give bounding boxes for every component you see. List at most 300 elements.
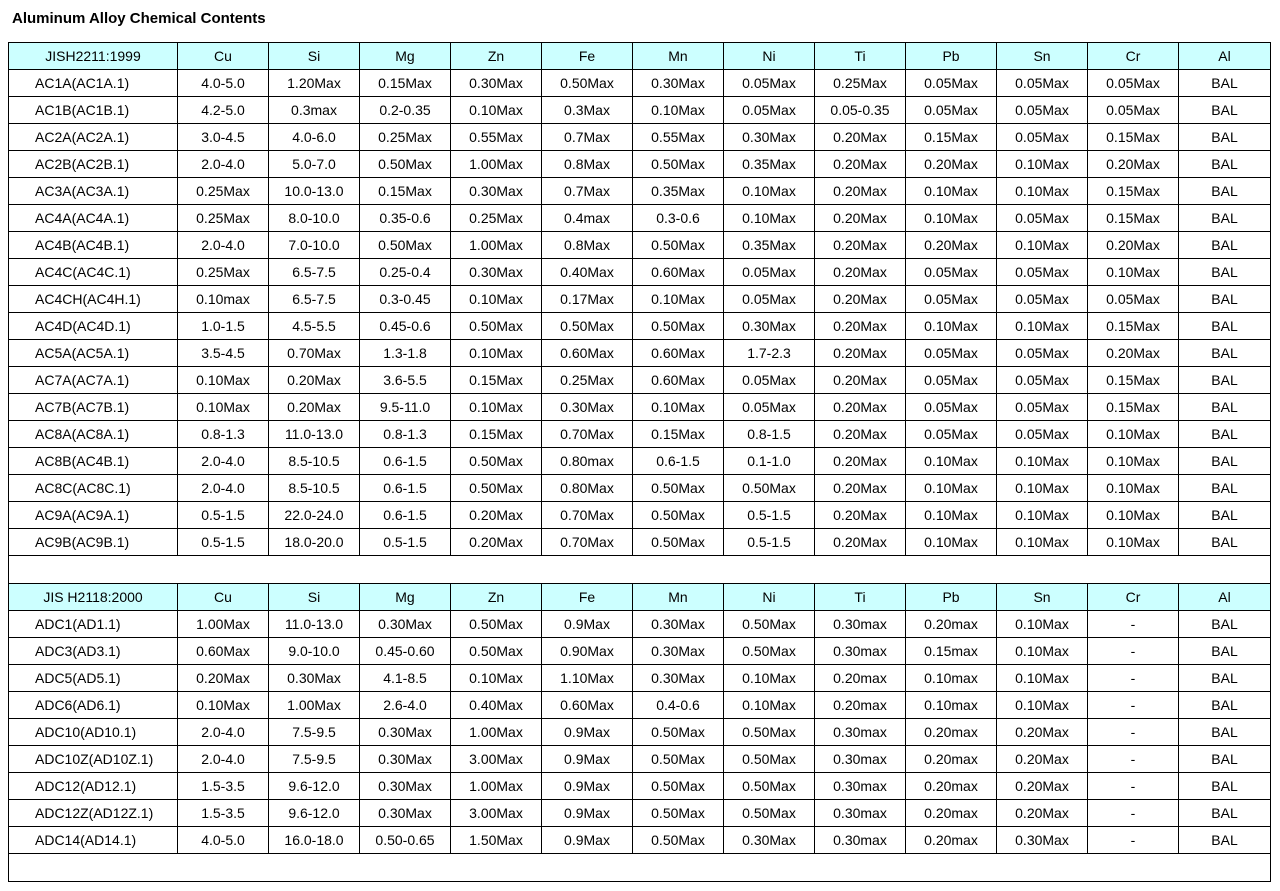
composition-cell: 0.10Max	[997, 232, 1088, 259]
composition-cell: 0.30max	[815, 773, 906, 800]
composition-cell: 0.10Max	[451, 97, 542, 124]
composition-cell: 0.20Max	[997, 800, 1088, 827]
composition-cell: 0.9Max	[542, 719, 633, 746]
composition-cell: 0.20Max	[815, 448, 906, 475]
composition-cell: 0.30max	[815, 719, 906, 746]
composition-cell: 0.10Max	[633, 97, 724, 124]
composition-cell: 9.5-11.0	[360, 394, 451, 421]
element-header: Mg	[360, 584, 451, 611]
page-title: Aluminum Alloy Chemical Contents	[12, 10, 266, 27]
composition-cell: 10.0-13.0	[269, 178, 360, 205]
composition-cell: BAL	[1179, 529, 1271, 556]
composition-cell: 0.50Max	[451, 611, 542, 638]
composition-cell: 0.60Max	[633, 259, 724, 286]
composition-cell: 2.0-4.0	[178, 232, 269, 259]
composition-cell: 2.6-4.0	[360, 692, 451, 719]
composition-cell: 0.20Max	[178, 665, 269, 692]
composition-cell: 0.05Max	[997, 421, 1088, 448]
composition-cell: 1.00Max	[451, 151, 542, 178]
composition-cell: 0.50Max	[633, 827, 724, 854]
composition-cell: 0.35-0.6	[360, 205, 451, 232]
composition-cell: 0.9Max	[542, 746, 633, 773]
composition-cell: 0.10Max	[997, 502, 1088, 529]
composition-cell: 0.55Max	[633, 124, 724, 151]
composition-cell: BAL	[1179, 638, 1271, 665]
composition-cell: 0.50Max	[724, 773, 815, 800]
composition-cell: 0.05Max	[1088, 286, 1179, 313]
composition-cell: 0.20max	[815, 665, 906, 692]
composition-cell: 0.45-0.6	[360, 313, 451, 340]
composition-cell: 0.10Max	[997, 448, 1088, 475]
composition-cell: 0.25Max	[542, 367, 633, 394]
composition-cell: 0.70Max	[542, 529, 633, 556]
composition-cell: 0.10Max	[906, 529, 997, 556]
composition-cell: 0.05Max	[724, 70, 815, 97]
alloy-grade-cell: AC4D(AC4D.1)	[9, 313, 178, 340]
composition-cell: BAL	[1179, 232, 1271, 259]
table-row	[9, 827, 1271, 854]
composition-cell: 0.50Max	[724, 719, 815, 746]
composition-cell: 0.10Max	[178, 367, 269, 394]
composition-cell: 0.50Max	[633, 746, 724, 773]
composition-cell: 0.05Max	[724, 259, 815, 286]
composition-cell: 0.50Max	[724, 611, 815, 638]
composition-cell: 0.4-0.6	[633, 692, 724, 719]
table-row	[9, 313, 1271, 340]
composition-cell: 0.20Max	[1088, 340, 1179, 367]
table-row	[9, 638, 1271, 665]
composition-cell: 0.20Max	[815, 232, 906, 259]
composition-cell: 0.10Max	[997, 638, 1088, 665]
composition-cell: 4.0-5.0	[178, 70, 269, 97]
table-row	[9, 611, 1271, 638]
composition-cell: 0.50Max	[633, 800, 724, 827]
standard-header: JIS H2118:2000	[9, 584, 178, 611]
alloy-grade-cell: AC4CH(AC4H.1)	[9, 286, 178, 313]
composition-cell: 0.20Max	[815, 151, 906, 178]
alloy-grade-cell: AC8B(AC4B.1)	[9, 448, 178, 475]
header-row	[9, 584, 1271, 611]
composition-cell: 0.05Max	[997, 97, 1088, 124]
element-header: Al	[1179, 584, 1271, 611]
element-header: Si	[269, 584, 360, 611]
composition-cell: 0.05Max	[724, 286, 815, 313]
composition-cell: 0.5-1.5	[360, 529, 451, 556]
composition-cell: 0.40Max	[451, 692, 542, 719]
composition-cell: 0.80Max	[542, 475, 633, 502]
composition-cell: 0.6-1.5	[360, 448, 451, 475]
composition-cell: 0.15Max	[451, 421, 542, 448]
composition-cell: 0.20Max	[815, 124, 906, 151]
composition-cell: 0.20max	[906, 746, 997, 773]
composition-cell: 0.20max	[906, 827, 997, 854]
composition-cell: 0.8-1.5	[724, 421, 815, 448]
composition-cell: 0.20max	[906, 719, 997, 746]
table-row	[9, 502, 1271, 529]
composition-cell: 0.9Max	[542, 827, 633, 854]
alloy-grade-cell: ADC14(AD14.1)	[9, 827, 178, 854]
alloy-grade-cell: ADC10(AD10.1)	[9, 719, 178, 746]
composition-cell: 3.00Max	[451, 800, 542, 827]
composition-cell: 0.17Max	[542, 286, 633, 313]
composition-cell: 6.5-7.5	[269, 286, 360, 313]
composition-cell: 0.90Max	[542, 638, 633, 665]
composition-cell: 0.05Max	[906, 340, 997, 367]
composition-cell: 0.05Max	[997, 394, 1088, 421]
composition-cell: BAL	[1179, 475, 1271, 502]
composition-cell: 0.50Max	[360, 232, 451, 259]
composition-cell: 0.8Max	[542, 232, 633, 259]
composition-cell: 0.30Max	[451, 259, 542, 286]
alloy-grade-cell: ADC3(AD3.1)	[9, 638, 178, 665]
composition-cell: 18.0-20.0	[269, 529, 360, 556]
composition-cell: 0.30Max	[451, 70, 542, 97]
element-header: Mn	[633, 584, 724, 611]
composition-cell: 0.25Max	[451, 205, 542, 232]
composition-cell: 0.10Max	[997, 313, 1088, 340]
composition-cell: 0.10Max	[724, 692, 815, 719]
composition-cell: 0.15Max	[1088, 313, 1179, 340]
composition-cell: 0.20Max	[1088, 151, 1179, 178]
alloy-grade-cell: AC4B(AC4B.1)	[9, 232, 178, 259]
alloy-grade-cell: AC8C(AC8C.1)	[9, 475, 178, 502]
composition-cell: 1.7-2.3	[724, 340, 815, 367]
composition-cell: 0.25Max	[178, 178, 269, 205]
composition-cell: 0.5-1.5	[724, 529, 815, 556]
composition-cell: 0.70Max	[542, 502, 633, 529]
composition-cell: 0.20Max	[815, 313, 906, 340]
composition-cell: 1.10Max	[542, 665, 633, 692]
table-row	[9, 800, 1271, 827]
composition-cell: 0.50Max	[451, 313, 542, 340]
composition-cell: 22.0-24.0	[269, 502, 360, 529]
composition-cell: 0.6-1.5	[360, 475, 451, 502]
composition-cell: 0.20Max	[815, 178, 906, 205]
composition-cell: 0.15Max	[360, 70, 451, 97]
alloy-grade-cell: AC3A(AC3A.1)	[9, 178, 178, 205]
element-header: Cu	[178, 43, 269, 70]
composition-cell: 0.05Max	[997, 367, 1088, 394]
composition-cell: -	[1088, 611, 1179, 638]
alloy-grade-cell: AC4A(AC4A.1)	[9, 205, 178, 232]
composition-cell: 0.10max	[178, 286, 269, 313]
alloy-grade-cell: ADC10Z(AD10Z.1)	[9, 746, 178, 773]
composition-cell: 0.20Max	[815, 205, 906, 232]
composition-cell: 0.10Max	[906, 475, 997, 502]
composition-cell: 0.15Max	[1088, 367, 1179, 394]
composition-cell: 0.10Max	[997, 475, 1088, 502]
composition-cell: BAL	[1179, 692, 1271, 719]
composition-cell: 7.5-9.5	[269, 746, 360, 773]
composition-cell: 0.10Max	[451, 394, 542, 421]
composition-cell: 0.20Max	[906, 151, 997, 178]
composition-cell: 0.30Max	[360, 773, 451, 800]
composition-cell: 0.50Max	[633, 719, 724, 746]
table-row	[9, 367, 1271, 394]
composition-cell: 0.30Max	[542, 394, 633, 421]
composition-cell: 0.05Max	[1088, 70, 1179, 97]
composition-cell: 0.7Max	[542, 178, 633, 205]
element-header: Fe	[542, 584, 633, 611]
composition-cell: 0.30Max	[633, 611, 724, 638]
composition-cell: 0.05Max	[906, 394, 997, 421]
composition-cell: 0.9Max	[542, 773, 633, 800]
element-header: Ti	[815, 584, 906, 611]
composition-cell: 1.50Max	[451, 827, 542, 854]
composition-cell: 0.35Max	[633, 178, 724, 205]
composition-cell: 0.60Max	[633, 340, 724, 367]
composition-cell: 0.10Max	[997, 611, 1088, 638]
composition-cell: 0.60Max	[542, 692, 633, 719]
composition-cell: 0.50Max	[633, 773, 724, 800]
composition-cell: -	[1088, 719, 1179, 746]
composition-cell: BAL	[1179, 394, 1271, 421]
composition-cell: 0.50Max	[451, 638, 542, 665]
composition-cell: 0.10max	[906, 692, 997, 719]
alloy-grade-cell: AC1A(AC1A.1)	[9, 70, 178, 97]
composition-cell: 0.05Max	[997, 259, 1088, 286]
composition-cell: 0.10Max	[1088, 502, 1179, 529]
composition-cell: 0.3-0.6	[633, 205, 724, 232]
composition-cell: BAL	[1179, 151, 1271, 178]
composition-cell: 0.05Max	[997, 70, 1088, 97]
composition-cell: 0.50Max	[633, 313, 724, 340]
composition-cell: 0.70Max	[542, 421, 633, 448]
table-row	[9, 746, 1271, 773]
composition-cell: BAL	[1179, 286, 1271, 313]
composition-cell: 8.0-10.0	[269, 205, 360, 232]
composition-cell: 0.30Max	[360, 719, 451, 746]
table-row	[9, 448, 1271, 475]
composition-cell: 4.5-5.5	[269, 313, 360, 340]
element-header: Mn	[633, 43, 724, 70]
composition-cell: 1.0-1.5	[178, 313, 269, 340]
composition-cell: 0.30Max	[269, 665, 360, 692]
composition-cell: 0.8-1.3	[360, 421, 451, 448]
composition-cell: 0.20Max	[997, 719, 1088, 746]
composition-cell: 0.20Max	[1088, 232, 1179, 259]
element-header: Ni	[724, 584, 815, 611]
composition-cell: -	[1088, 692, 1179, 719]
table-row	[9, 475, 1271, 502]
composition-cell: BAL	[1179, 719, 1271, 746]
composition-cell: 1.3-1.8	[360, 340, 451, 367]
composition-cell: 0.10max	[906, 665, 997, 692]
composition-cell: 0.20Max	[451, 529, 542, 556]
composition-cell: 0.1-1.0	[724, 448, 815, 475]
alloy-grade-cell: AC9B(AC9B.1)	[9, 529, 178, 556]
composition-cell: 0.5-1.5	[178, 502, 269, 529]
composition-cell: BAL	[1179, 205, 1271, 232]
composition-cell: 0.3-0.45	[360, 286, 451, 313]
composition-cell: 0.20Max	[451, 502, 542, 529]
composition-cell: -	[1088, 800, 1179, 827]
composition-cell: 0.15max	[906, 638, 997, 665]
composition-cell: 0.20Max	[269, 394, 360, 421]
composition-cell: 0.25Max	[178, 259, 269, 286]
composition-cell: 0.50Max	[633, 502, 724, 529]
composition-cell: BAL	[1179, 827, 1271, 854]
composition-cell: 0.60Max	[178, 638, 269, 665]
composition-cell: 0.10Max	[178, 692, 269, 719]
element-header: Pb	[906, 584, 997, 611]
alloy-grade-cell: AC1B(AC1B.1)	[9, 97, 178, 124]
composition-cell: 0.25Max	[360, 124, 451, 151]
composition-cell: 2.0-4.0	[178, 475, 269, 502]
standard-header: JISH2211:1999	[9, 43, 178, 70]
composition-cell: 0.10Max	[1088, 421, 1179, 448]
composition-cell: 0.50Max	[724, 800, 815, 827]
composition-cell: 9.6-12.0	[269, 773, 360, 800]
composition-cell: BAL	[1179, 124, 1271, 151]
composition-cell: 0.4max	[542, 205, 633, 232]
element-header: Ti	[815, 43, 906, 70]
composition-cell: 0.55Max	[451, 124, 542, 151]
composition-cell: 0.10Max	[997, 529, 1088, 556]
composition-cell: 0.20max	[906, 800, 997, 827]
composition-cell: 0.20Max	[815, 529, 906, 556]
composition-cell: 9.0-10.0	[269, 638, 360, 665]
composition-cell: 0.10Max	[997, 692, 1088, 719]
alloy-grade-cell: ADC12(AD12.1)	[9, 773, 178, 800]
table-row	[9, 529, 1271, 556]
composition-cell: BAL	[1179, 773, 1271, 800]
alloy-grade-cell: AC7B(AC7B.1)	[9, 394, 178, 421]
composition-cell: 4.2-5.0	[178, 97, 269, 124]
composition-cell: 0.05Max	[906, 367, 997, 394]
table-row	[9, 70, 1271, 97]
alloy-grade-cell: AC9A(AC9A.1)	[9, 502, 178, 529]
composition-cell: 0.20Max	[815, 421, 906, 448]
composition-cell: 3.5-4.5	[178, 340, 269, 367]
composition-cell: BAL	[1179, 746, 1271, 773]
table-row	[9, 124, 1271, 151]
composition-cell: 0.10Max	[997, 178, 1088, 205]
table-row	[9, 286, 1271, 313]
composition-cell: 0.20Max	[815, 394, 906, 421]
alloy-grade-cell: ADC1(AD1.1)	[9, 611, 178, 638]
composition-cell: 0.50Max	[633, 529, 724, 556]
composition-cell: BAL	[1179, 178, 1271, 205]
composition-cell: 0.15Max	[1088, 205, 1179, 232]
composition-cell: 0.20Max	[815, 475, 906, 502]
element-header: Zn	[451, 584, 542, 611]
table-row	[9, 421, 1271, 448]
composition-cell: 0.3max	[269, 97, 360, 124]
table-row	[9, 151, 1271, 178]
composition-cell: 0.10Max	[906, 448, 997, 475]
composition-cell: 0.25-0.4	[360, 259, 451, 286]
composition-cell: -	[1088, 665, 1179, 692]
composition-cell: 0.50Max	[724, 746, 815, 773]
composition-cell: 0.20Max	[906, 232, 997, 259]
composition-cell: 0.50Max	[633, 232, 724, 259]
composition-cell: BAL	[1179, 502, 1271, 529]
composition-cell: 0.05Max	[906, 421, 997, 448]
composition-cell: 0.05Max	[724, 394, 815, 421]
composition-cell: 0.2-0.35	[360, 97, 451, 124]
element-header: Pb	[906, 43, 997, 70]
element-header: Mg	[360, 43, 451, 70]
alloy-composition-table	[8, 42, 1271, 882]
table-row	[9, 259, 1271, 286]
table-row	[9, 719, 1271, 746]
composition-cell: 0.50Max	[451, 475, 542, 502]
element-header: Zn	[451, 43, 542, 70]
composition-cell: 0.30Max	[724, 827, 815, 854]
composition-cell: 0.50Max	[542, 70, 633, 97]
table-row	[9, 205, 1271, 232]
composition-cell: 0.60Max	[633, 367, 724, 394]
element-header: Fe	[542, 43, 633, 70]
composition-cell: 0.15Max	[1088, 394, 1179, 421]
composition-cell: 0.30max	[815, 746, 906, 773]
alloy-grade-cell: AC8A(AC8A.1)	[9, 421, 178, 448]
composition-cell: 0.05Max	[724, 97, 815, 124]
composition-cell: 11.0-13.0	[269, 421, 360, 448]
composition-cell: 0.30max	[815, 611, 906, 638]
composition-cell: 0.30max	[815, 800, 906, 827]
composition-cell: 16.0-18.0	[269, 827, 360, 854]
composition-cell: 7.0-10.0	[269, 232, 360, 259]
composition-cell: 0.05Max	[906, 286, 997, 313]
composition-cell: 0.50Max	[451, 448, 542, 475]
composition-cell: 3.0-4.5	[178, 124, 269, 151]
spacer-cell	[9, 556, 1271, 584]
composition-cell: 0.10Max	[906, 205, 997, 232]
composition-cell: 0.20max	[906, 773, 997, 800]
composition-cell: BAL	[1179, 313, 1271, 340]
composition-cell: BAL	[1179, 665, 1271, 692]
composition-cell: 1.00Max	[451, 773, 542, 800]
alloy-grade-cell: ADC5(AD5.1)	[9, 665, 178, 692]
composition-cell: -	[1088, 638, 1179, 665]
spacer-cell	[9, 854, 1271, 882]
table-row	[9, 232, 1271, 259]
composition-cell: BAL	[1179, 97, 1271, 124]
composition-cell: 0.15Max	[1088, 124, 1179, 151]
composition-cell: 7.5-9.5	[269, 719, 360, 746]
composition-cell: 0.10Max	[724, 665, 815, 692]
element-header: Sn	[997, 43, 1088, 70]
composition-cell: 8.5-10.5	[269, 475, 360, 502]
composition-cell: 0.05Max	[997, 124, 1088, 151]
composition-cell: 0.45-0.60	[360, 638, 451, 665]
alloy-grade-cell: ADC12Z(AD12Z.1)	[9, 800, 178, 827]
composition-cell: 0.30max	[815, 827, 906, 854]
composition-cell: 2.0-4.0	[178, 746, 269, 773]
table-row	[9, 394, 1271, 421]
composition-cell: 0.30Max	[633, 70, 724, 97]
composition-cell: 1.5-3.5	[178, 773, 269, 800]
composition-cell: -	[1088, 827, 1179, 854]
composition-cell: 0.10Max	[906, 502, 997, 529]
composition-cell: 11.0-13.0	[269, 611, 360, 638]
composition-cell: 0.05Max	[997, 286, 1088, 313]
composition-cell: 0.50Max	[724, 475, 815, 502]
element-header: Sn	[997, 584, 1088, 611]
composition-cell: 0.30max	[815, 638, 906, 665]
composition-cell: 0.60Max	[542, 340, 633, 367]
composition-cell: 0.20Max	[815, 340, 906, 367]
composition-cell: 3.6-5.5	[360, 367, 451, 394]
composition-cell: 0.3Max	[542, 97, 633, 124]
composition-cell: 0.10Max	[906, 313, 997, 340]
composition-cell: 0.15Max	[1088, 178, 1179, 205]
composition-cell: 0.10Max	[1088, 529, 1179, 556]
composition-cell: 0.50Max	[724, 638, 815, 665]
composition-cell: 0.80max	[542, 448, 633, 475]
